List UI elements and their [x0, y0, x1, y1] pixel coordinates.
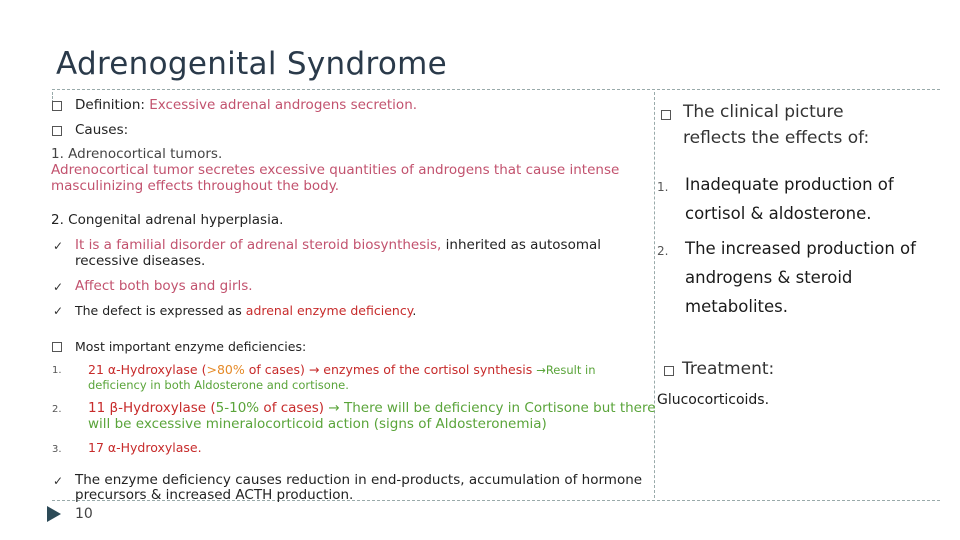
treatment-label: Treatment:: [682, 359, 775, 379]
definition-line: [75, 97, 417, 113]
square-bullet-icon: [52, 101, 62, 111]
bullet1-line2: recessive diseases.: [75, 253, 206, 269]
item1-line1: Inadequate production of: [685, 175, 894, 194]
square-bullet-icon: [52, 342, 62, 352]
slide-title: Adrenogenital Syndrome: [56, 46, 447, 82]
enzyme1-line2: deficiency in both Aldosterone and cortisone.: [88, 378, 349, 392]
checkmark-icon: ✓: [53, 239, 64, 253]
bullet1-line1: [75, 237, 601, 253]
square-bullet-icon: [52, 126, 62, 136]
definition-label: Definition:: [75, 97, 150, 113]
item2-line2: androgens & steroid: [685, 268, 853, 287]
definition-text: Excessive adrenal androgens secretion.: [149, 97, 418, 113]
divider-middle: [654, 92, 655, 498]
enzyme1-b: >80%: [206, 362, 245, 377]
enzyme2-c: of cases): [259, 400, 329, 416]
page-marker-icon: [47, 506, 61, 522]
clinical-line1: The clinical picture: [683, 102, 844, 122]
enzyme3: 17 α-Hydroxylase.: [88, 440, 202, 455]
page-number: 10: [75, 506, 93, 522]
square-bullet-icon: [664, 366, 674, 376]
enzyme2-a: 11 β-Hydroxylase (: [88, 400, 216, 416]
cause1-line2: masculinizing effects throughout the body.: [51, 178, 340, 194]
item2-line1: The increased production of: [685, 239, 916, 258]
enzyme1-c: of cases): [244, 362, 309, 377]
enzyme2-d: → There will be deficiency in Cortisone but there: [328, 400, 656, 416]
checkmark-icon: ✓: [53, 304, 64, 318]
bullet1-part1: It is a familial disorder of adrenal steroid biosynthesis,: [75, 237, 442, 253]
bullet3-part1: The defect is expressed as: [75, 303, 246, 318]
enzyme2-b: 5-10%: [215, 400, 260, 416]
final-line1: The enzyme deficiency causes reduction in end-products, accumulation of hormone: [75, 472, 643, 488]
square-bullet-icon: [661, 110, 671, 120]
important-heading: Most important enzyme deficiencies:: [75, 339, 307, 354]
enzyme1-d: → enzymes of the cortisol synthesis: [308, 362, 537, 377]
divider-top: [52, 89, 940, 90]
item1-number: 1.: [657, 180, 669, 194]
bullet2: Affect both boys and girls.: [75, 278, 253, 294]
enzyme2-number: 2.: [52, 404, 62, 415]
item2-line3: metabolites.: [685, 297, 789, 316]
checkmark-icon: ✓: [53, 474, 64, 488]
item1-line2: cortisol & aldosterone.: [685, 204, 872, 223]
enzyme1-line1: [88, 362, 596, 377]
enzyme1-number: 1.: [52, 365, 62, 376]
cause2-heading: 2. Congenital adrenal hyperplasia.: [51, 212, 284, 228]
bullet1-part2: inherited as autosomal: [441, 237, 602, 253]
bullet3: [75, 303, 416, 318]
cause1-heading: 1. Adrenocortical tumors.: [51, 146, 223, 162]
cause1-line1: Adrenocortical tumor secretes excessive quantities of androgens that cause intense: [51, 162, 620, 178]
clinical-line2: reflects the effects of:: [683, 128, 870, 148]
bullet3-part2: adrenal enzyme deficiency: [245, 303, 413, 318]
enzyme1-a: 21 α-Hydroxylase (: [88, 362, 207, 377]
bullet3-part3: .: [412, 303, 417, 318]
enzyme2-line2: will be excessive mineralocorticoid action (signs of Aldosteronemia): [88, 416, 547, 432]
checkmark-icon: ✓: [53, 280, 64, 294]
enzyme1-e: →Result in: [536, 363, 596, 377]
final-line2: precursors & increased ACTH production.: [75, 487, 354, 503]
treatment-text: Glucocorticoids.: [657, 392, 770, 408]
item2-number: 2.: [657, 244, 669, 258]
causes-label: Causes:: [75, 122, 129, 138]
enzyme2-line1: [88, 400, 656, 416]
enzyme3-number: 3.: [52, 444, 62, 455]
